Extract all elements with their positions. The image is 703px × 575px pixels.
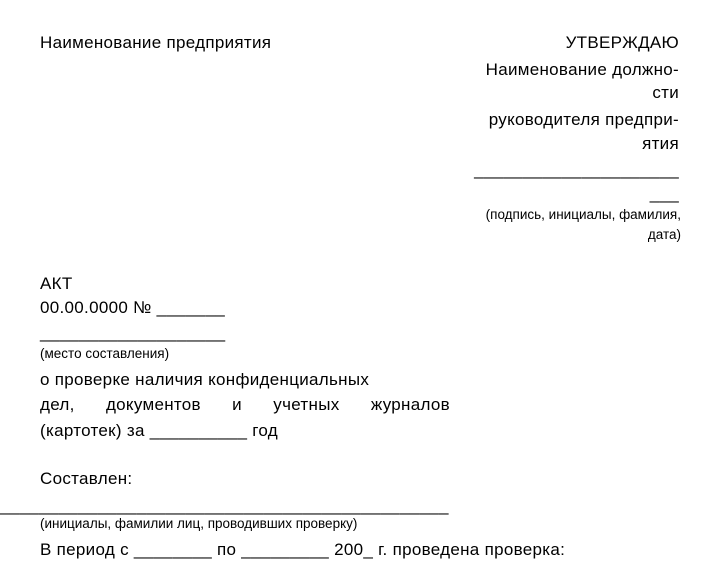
- approve-label: УТВЕРЖДАЮ: [565, 33, 679, 52]
- position-line-3: руководителя предпри-: [488, 110, 679, 129]
- act-number-line: 00.00.0000 № _______: [40, 298, 225, 317]
- period-line: В период с ________ по _________ 200_ г. проведена проверка:: [40, 540, 566, 559]
- position-line-2: сти: [652, 83, 679, 102]
- signature-hint-2: дата): [647, 227, 681, 242]
- subject-line-3: (картотек) за __________ год: [40, 421, 279, 440]
- organization-name: Наименование предприятия: [40, 33, 272, 52]
- position-line-4: ятия: [642, 134, 679, 153]
- subject-line-1: о проверке наличия конфиденциальных: [40, 370, 370, 389]
- subject-line-2: дел, документов и учетных журналов: [40, 395, 450, 414]
- signature-hint-1: (подпись, инициалы, фамилия,: [485, 207, 681, 222]
- composed-hint: (инициалы, фамилии лиц, проводивших проверку): [40, 516, 358, 531]
- signature-line-2: ___: [649, 184, 679, 203]
- act-title: АКТ: [40, 274, 73, 293]
- place-hint: (место составления): [40, 346, 170, 361]
- place-line: ___________________: [40, 323, 226, 342]
- composed-label: Составлен:: [40, 469, 133, 488]
- signature-line-1: _____________________: [474, 160, 679, 179]
- position-line-1: Наименование должно-: [485, 60, 679, 79]
- composed-line: ______________________________________________: [0, 496, 449, 515]
